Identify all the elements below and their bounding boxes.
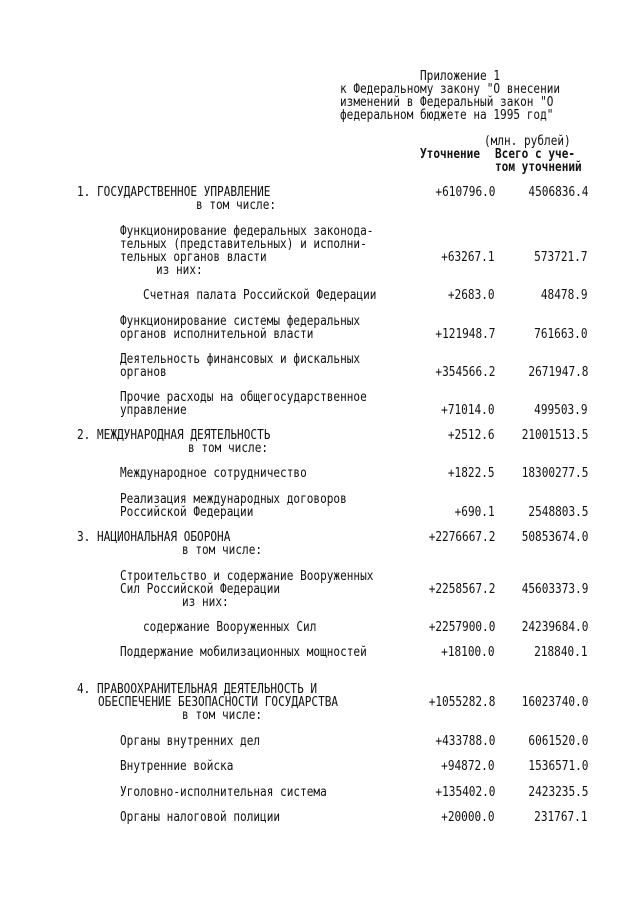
total-value: 761663.0 (534, 327, 588, 342)
total-value: 18300277.5 (521, 466, 588, 481)
change-value: +610796.0 (434, 185, 495, 200)
item-label: тельных органов власти (120, 250, 267, 265)
item-label: Поддержание мобилизационных мощностей (120, 645, 367, 660)
total-value: 2423235.5 (527, 785, 588, 800)
units-label: (млн. рублей) (484, 134, 571, 149)
appendix-subtitle-line: к Федеральному закону "О внесении (340, 82, 561, 97)
change-value: +2276667.2 (428, 530, 495, 545)
subtotal-note: в том числе: (188, 441, 269, 456)
column-header-total: Всего с уче- (495, 147, 576, 162)
total-value: 2671947.8 (527, 365, 588, 380)
change-value: +354566.2 (434, 365, 495, 380)
change-value: +121948.7 (434, 327, 495, 342)
section-title: ОБЕСПЕЧЕНИЕ БЕЗОПАСНОСТИ ГОСУДАРСТВА (98, 695, 339, 710)
item-label: тельных (представительных) и исполни- (120, 237, 367, 252)
column-header-change: Уточнение (420, 147, 481, 162)
change-value: +94872.0 (441, 759, 495, 774)
section-title: 2. МЕЖДУНАРОДНАЯ ДЕЯТЕЛЬНОСТЬ (77, 428, 271, 443)
item-label: Счетная палата Российской Федерации (143, 288, 377, 303)
item-label: Органы налоговой полиции (120, 810, 281, 825)
section-title: 4. ПРАВООХРАНИТЕЛЬНАЯ ДЕЯТЕЛЬНОСТЬ И (77, 682, 318, 697)
item-label: Международное сотрудничество (120, 466, 307, 481)
item-label: Деятельность финансовых и фискальных (120, 352, 361, 367)
section-title: 1. ГОСУДАРСТВЕННОЕ УПРАВЛЕНИЕ (77, 185, 271, 200)
change-value: +2258567.2 (428, 582, 495, 597)
total-value: 21001513.5 (521, 428, 588, 443)
item-label: Прочие расходы на общегосударственное (120, 390, 367, 405)
section-title: 3. НАЦИОНАЛЬНАЯ ОБОРОНА (77, 530, 231, 545)
total-value: 1536571.0 (527, 759, 588, 774)
subtotal-note: в том числе: (182, 708, 263, 723)
change-value: +135402.0 (434, 785, 495, 800)
change-value: +1055282.8 (428, 695, 495, 710)
total-value: 16023740.0 (521, 695, 588, 710)
item-label: Строительство и содержание Вооруженных (120, 569, 374, 584)
change-value: +1822.5 (448, 466, 495, 481)
total-value: 573721.7 (534, 250, 588, 265)
total-value: 218840.1 (534, 645, 588, 660)
total-value: 48478.9 (541, 288, 588, 303)
item-label: Сил Российской Федерации (120, 582, 281, 597)
item-label: Уголовно-исполнительная система (120, 785, 327, 800)
item-label: управление (120, 403, 187, 418)
change-value: +18100.0 (441, 645, 495, 660)
change-value: +63267.1 (441, 250, 495, 265)
item-label: Реализация международных договоров (120, 492, 347, 507)
item-label: Российской Федерации (120, 505, 254, 520)
total-value: 50853674.0 (521, 530, 588, 545)
change-value: +2257900.0 (428, 620, 495, 635)
total-value: 24239684.0 (521, 620, 588, 635)
item-label: органов (120, 365, 167, 380)
subtotal-note: в том числе: (182, 543, 263, 558)
appendix-subtitle-line: федеральном бюджете на 1995 год" (340, 108, 554, 123)
item-label: Внутренние войска (120, 759, 234, 774)
item-label: Органы внутренних дел (120, 734, 261, 749)
change-value: +71014.0 (441, 403, 495, 418)
change-value: +20000.0 (441, 810, 495, 825)
item-label: органов исполнительной власти (120, 327, 314, 342)
change-value: +2683.0 (448, 288, 495, 303)
item-label: Функционирование федеральных законода- (120, 224, 374, 239)
subtotal-note: из них: (182, 595, 229, 610)
subtotal-note: в том числе: (196, 198, 277, 213)
total-value: 499503.9 (534, 403, 588, 418)
appendix-subtitle-line: изменений в Федеральный закон "О (340, 95, 554, 110)
total-value: 231767.1 (534, 810, 588, 825)
item-label: содержание Вооруженных Сил (143, 620, 317, 635)
item-label: Функционирование системы федеральных (120, 314, 361, 329)
column-header-total: том уточнений (495, 160, 582, 175)
total-value: 6061520.0 (527, 734, 588, 749)
total-value: 45603373.9 (521, 582, 588, 597)
total-value: 2548803.5 (527, 505, 588, 520)
total-value: 4506836.4 (527, 185, 588, 200)
appendix-title: Приложение 1 (420, 69, 501, 84)
change-value: +433788.0 (434, 734, 495, 749)
subtotal-note: из них: (156, 263, 203, 278)
change-value: +2512.6 (448, 428, 495, 443)
change-value: +690.1 (454, 505, 495, 520)
